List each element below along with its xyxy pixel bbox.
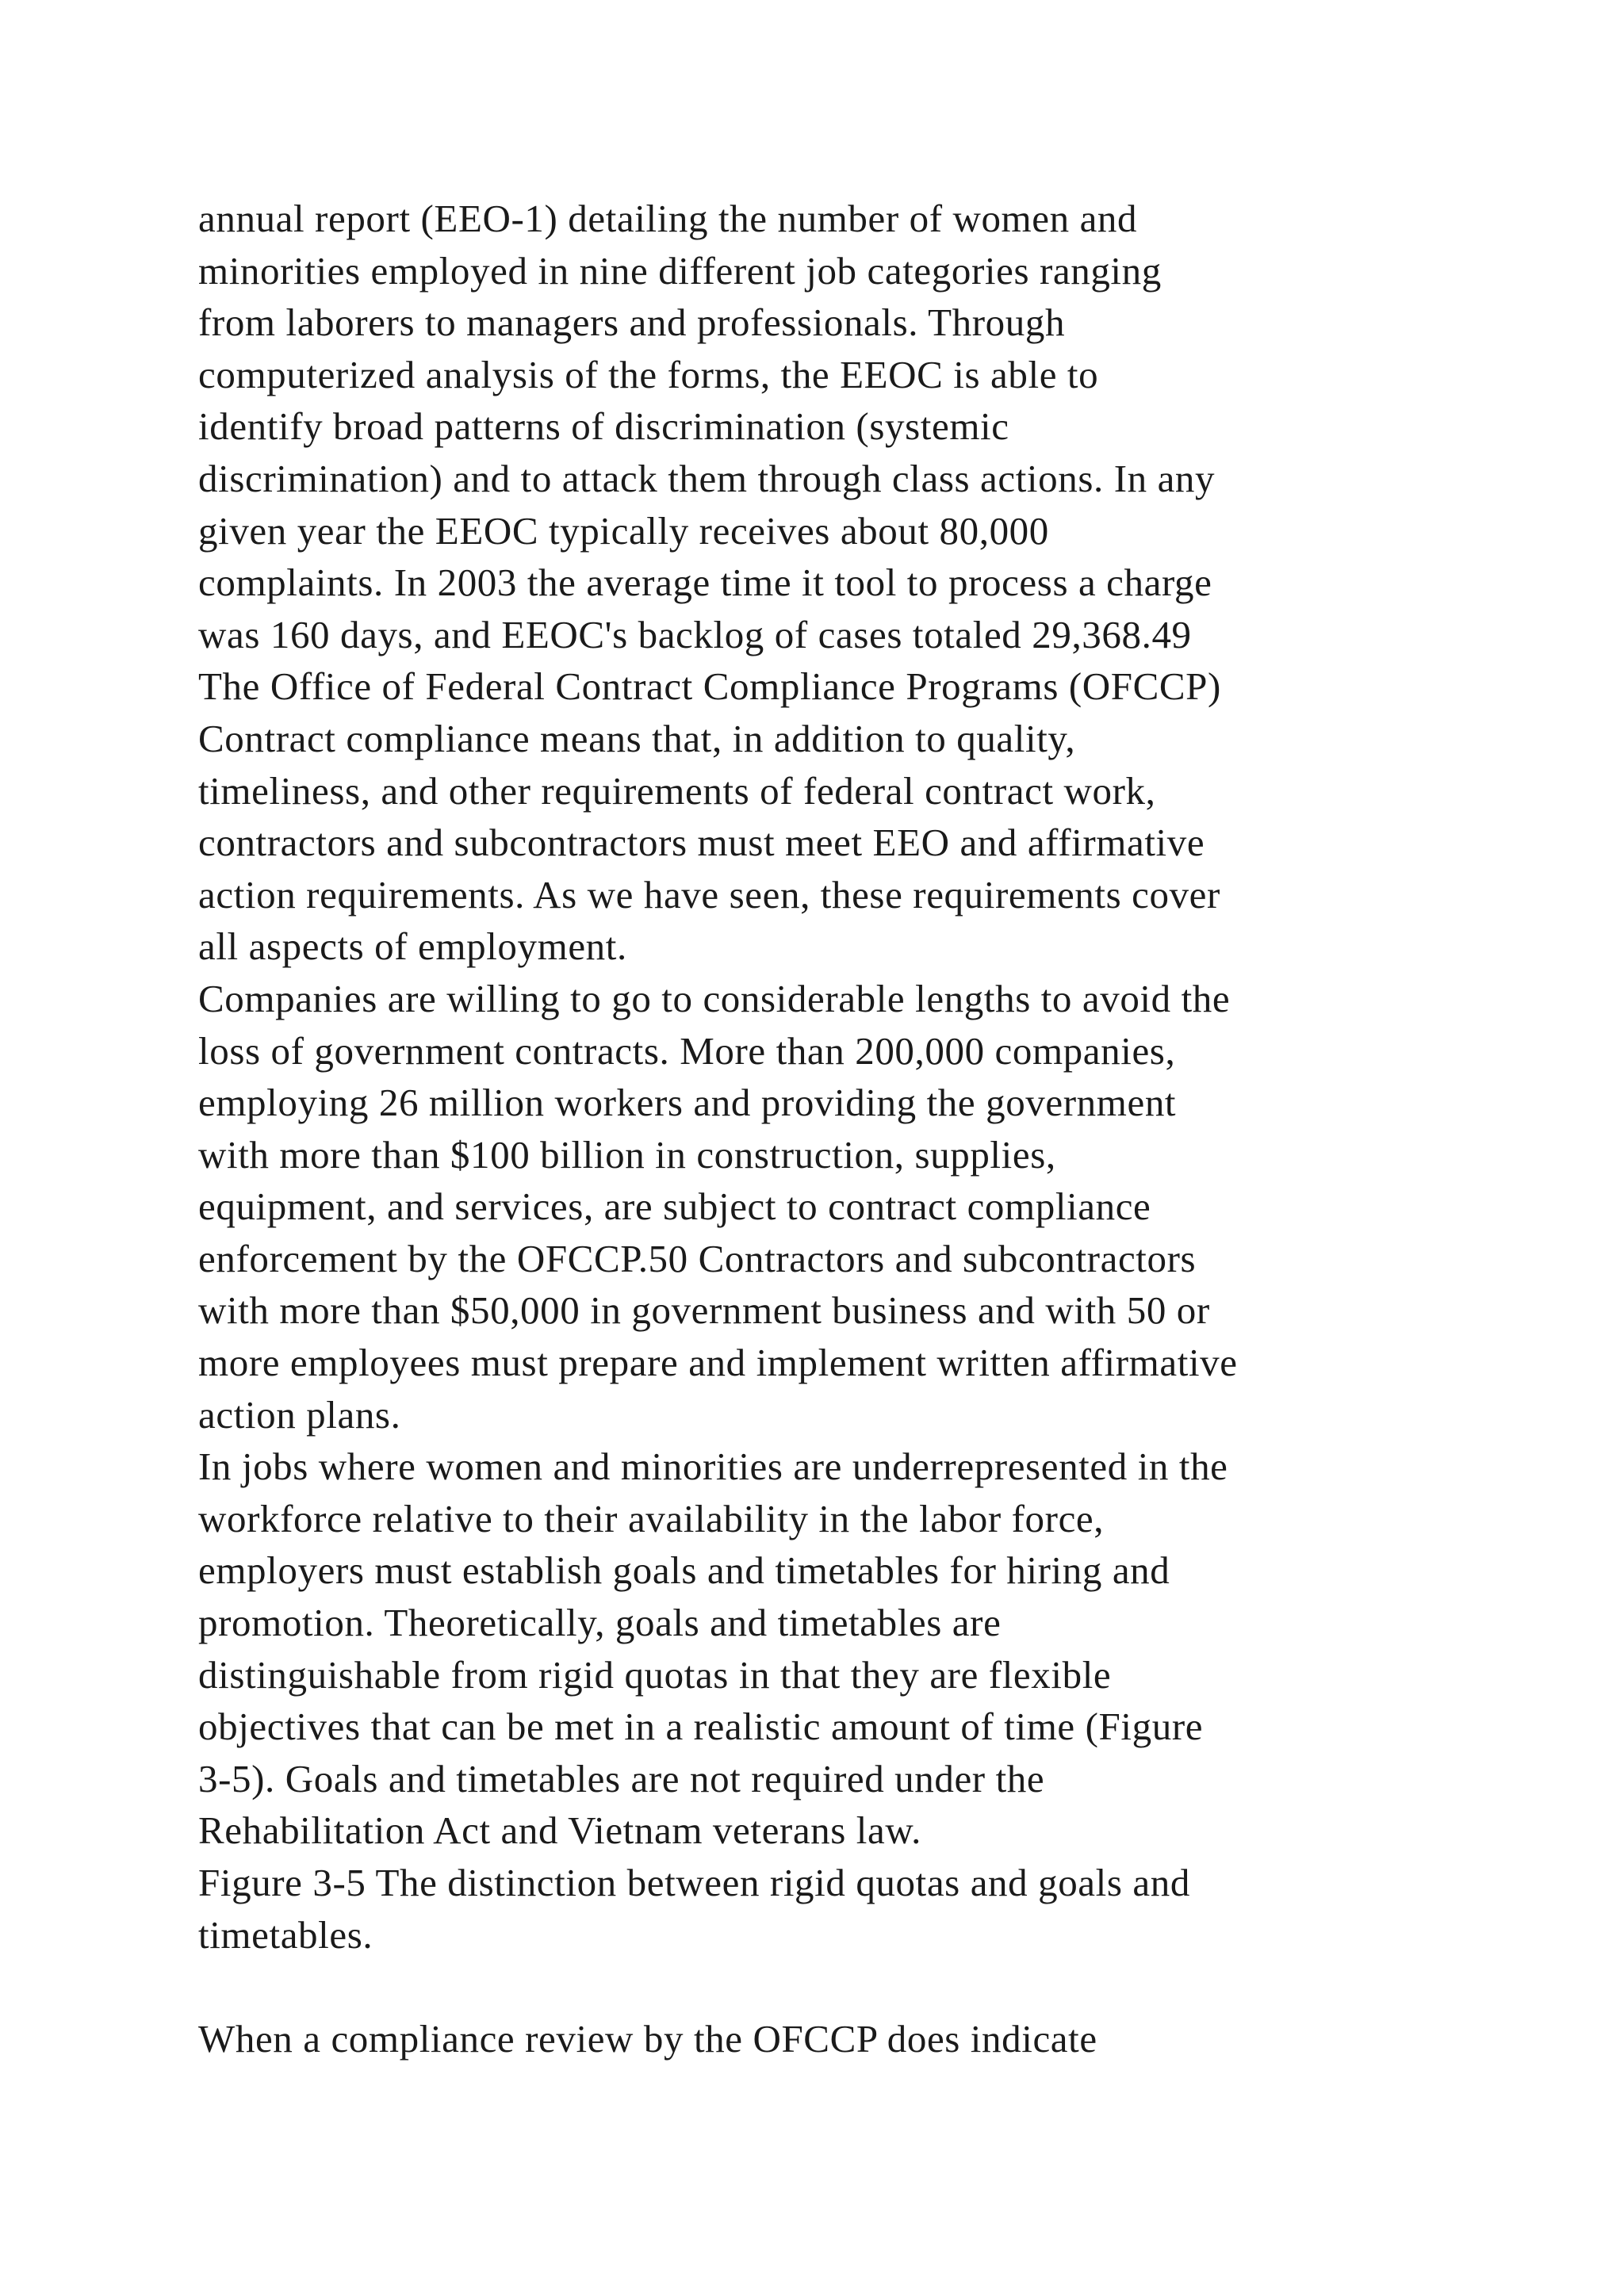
text-line: equipment, and services, are subject to contract compliance [198, 1184, 1151, 1229]
text-line: action plans. [198, 1392, 401, 1437]
text-line: identify broad patterns of discrimination (systemic [198, 404, 1009, 449]
figure-caption: Figure 3-5 The distinction between rigid quotas and goals and [198, 1861, 1190, 1904]
section-heading: The Office of Federal Contract Compliance Programs (OFCCP) [198, 664, 1221, 709]
text-line: timeliness, and other requirements of federal contract work, [198, 768, 1156, 813]
text-line: more employees must prepare and implement written affirmative [198, 1341, 1238, 1385]
body-text [198, 193, 1546, 2064]
text-line: employing 26 million workers and providing the government [198, 1081, 1177, 1125]
text-line: annual report (EEO-1) detailing the number of women and [198, 197, 1138, 240]
text-line: When a compliance review by the OFCCP does indicate [198, 2016, 1097, 2061]
text-line: with more than $100 billion in construction, supplies, [198, 1132, 1056, 1177]
text-line: Contract compliance means that, in addition to quality, [198, 716, 1076, 760]
text-line: contractors and subcontractors must meet EEO and affirmative [198, 821, 1205, 865]
text-line: promotion. Theoretically, goals and timetables are [198, 1601, 1002, 1645]
text-line: employers must establish goals and timetables for hiring and [198, 1548, 1170, 1593]
text-line: objectives that can be met in a realistic amount of time (Figure [198, 1705, 1204, 1749]
figure-caption: timetables. [198, 1912, 373, 1957]
text-line: with more than $50,000 in government business and with 50 or [198, 1288, 1210, 1333]
text-line: Companies are willing to go to considerable lengths to avoid the [198, 976, 1231, 1020]
text-line: In jobs where women and minorities are underrepresented in the [198, 1445, 1228, 1489]
text-line: minorities employed in nine different job categories ranging [198, 248, 1162, 293]
text-line: loss of government contracts. More than 200,000 companies, [198, 1028, 1176, 1073]
text-line: complaints. In 2003 the average time it tool to process a charge [198, 561, 1212, 605]
text-line: enforcement by the OFCCP.50 Contractors and subcontractors [198, 1236, 1197, 1280]
text-line: computerized analysis of the forms, the EEOC is able to [198, 352, 1099, 396]
text-line: distinguishable from rigid quotas in that they are flexible [198, 1652, 1112, 1697]
text-line: Rehabilitation Act and Vietnam veterans law. [198, 1808, 922, 1853]
text-line: given year the EEOC typically receives about 80,000 [198, 508, 1049, 553]
text-line: action requirements. As we have seen, these requirements cover [198, 872, 1220, 916]
text-line: from laborers to managers and professionals. Through [198, 300, 1066, 345]
text-line: discrimination) and to attack them through class actions. In any [198, 456, 1216, 500]
blank-line [198, 1961, 1546, 2013]
text-line: 3-5). Goals and timetables are not required under the [198, 1756, 1045, 1800]
text-line: all aspects of employment. [198, 924, 627, 969]
text-line: workforce relative to their availability in the labor force, [198, 1496, 1105, 1540]
text-line: was 160 days, and EEOC's backlog of cases totaled 29,368.49 [198, 612, 1192, 656]
